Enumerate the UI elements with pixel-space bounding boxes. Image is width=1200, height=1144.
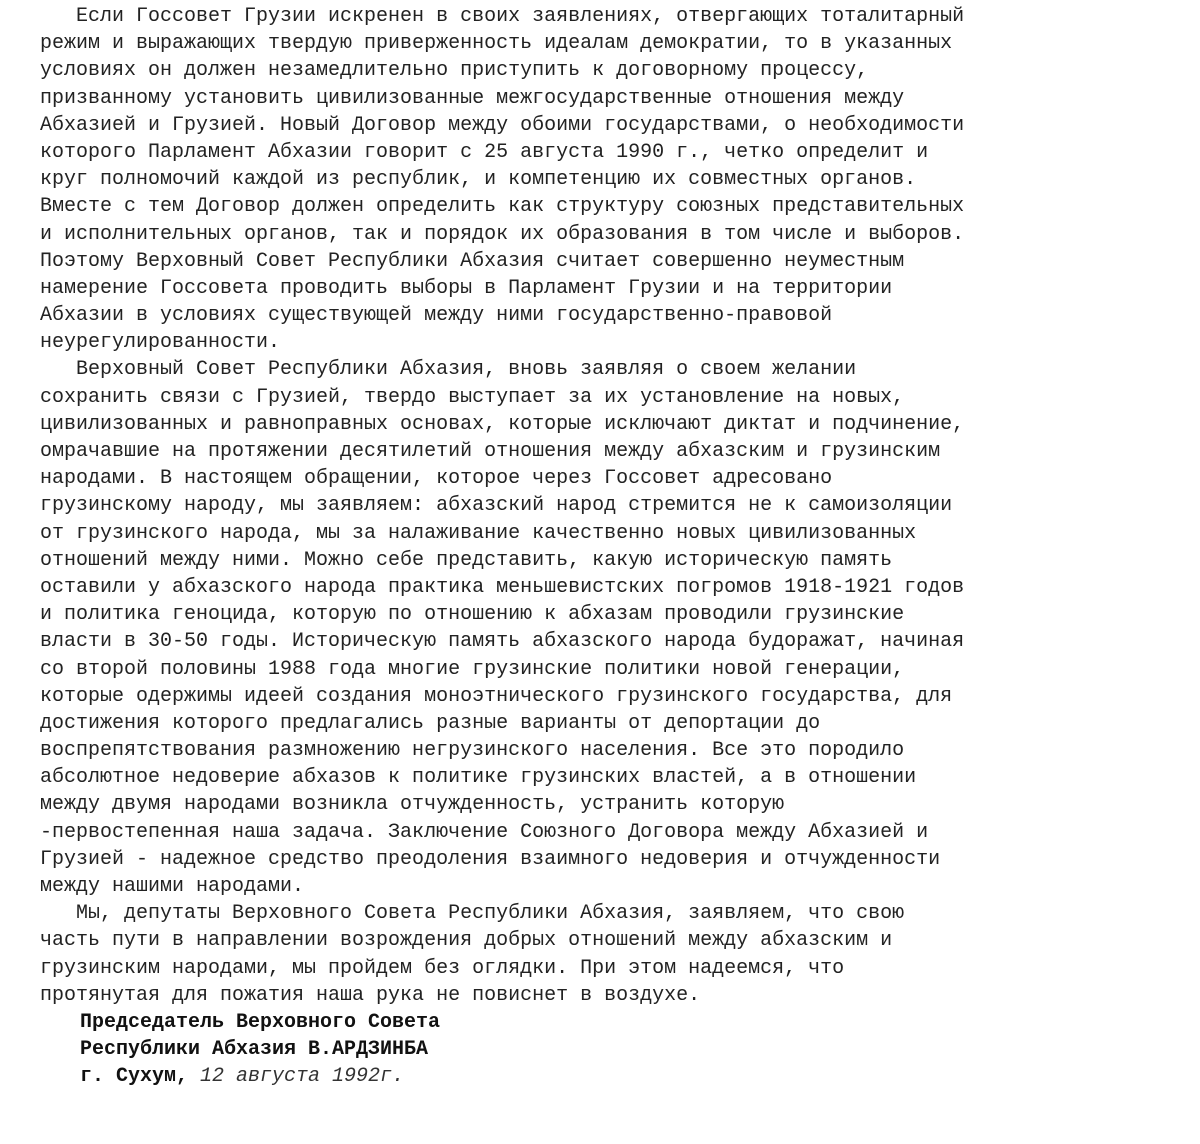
text-line: которого Парламент Абхазии говорит с 25 августа 1990 г., четко определит и <box>40 140 929 164</box>
signature-name-line: Республики Абхазия В.АРДЗИНБА <box>80 1038 429 1062</box>
text-line: Абхазии в условиях существующей между ними государственно-правовой <box>40 304 833 328</box>
text-line: Поэтому Верховный Совет Республики Абхазия считает совершенно неуместным <box>40 249 905 273</box>
text-line: протянутая для пожатия наша рука не повиснет в воздухе. <box>40 983 701 1007</box>
text-line: цивилизованных и равноправных основах, которые исключают диктат и подчинение, <box>40 412 965 436</box>
signature-block <box>80 1009 1190 1091</box>
signature-place-date <box>80 1063 1190 1090</box>
text-line: призванному установить цивилизованные межгосударственные отношения между <box>40 86 905 110</box>
text-line: народами. В настоящем обращении, которое через Госсовет адресовано <box>40 467 833 491</box>
text-line: воспрепятствования размножению негрузинского населения. Все это породило <box>40 739 905 763</box>
text-line: достижения которого предлагались разные варианты от депортации до <box>40 711 821 735</box>
text-line: грузинскому народу, мы заявляем: абхазский народ стремится не к самоизоляции <box>40 494 953 518</box>
signature-title-line: Председатель Верховного Совета <box>80 1010 441 1034</box>
text-line: намерение Госсовета проводить выборы в Парламент Грузии и на территории <box>40 276 893 300</box>
text-line: между двумя народами возникла отчужденность, устранить которую <box>40 793 785 817</box>
text-line: часть пути в направлении возрождения добрых отношений между абхазским и <box>40 929 893 953</box>
text-line: неурегулированности. <box>40 331 281 355</box>
text-line: Вместе с тем Договор должен определить как структуру союзных представительных <box>40 195 965 219</box>
text-line: от грузинского народа, мы за налаживание качественно новых цивилизованных <box>40 521 917 545</box>
text-line: режим и выражающих твердую приверженность идеалам демократии, то в указанных <box>40 32 953 56</box>
paragraph <box>40 356 1190 900</box>
document-body <box>40 3 1190 1091</box>
text-line: и политика геноцида, которую по отношению к абхазам проводили грузинские <box>40 603 905 627</box>
paragraph <box>40 3 1190 356</box>
text-line: со второй половины 1988 года многие грузинские политики новой генерации, <box>40 657 905 681</box>
text-line: условиях он должен незамедлительно приступить к договорному процессу, <box>40 59 869 83</box>
text-line: оставили у абхазского народа практика меньшевистских погромов 1918-1921 годов <box>40 575 965 599</box>
signature-place: г. Сухум, <box>80 1065 189 1089</box>
text-line: которые одержимы идеей создания моноэтнического грузинского государства, для <box>40 684 953 708</box>
text-line: абсолютное недоверие абхазов к политике грузинских властей, а в отношении <box>40 766 917 790</box>
text-line: сохранить связи с Грузией, твердо выступает за их установление на новых, <box>40 385 905 409</box>
text-line: Верховный Совет Республики Абхазия, вновь заявляя о своем желании <box>40 358 857 382</box>
text-line: и исполнительных органов, так и порядок их образования в том числе и выборов. <box>40 222 965 246</box>
text-line: омрачавшие на протяжении десятилетий отношения между абхазским и грузинским <box>40 440 941 463</box>
text-line: Если Госсовет Грузии искренен в своих заявлениях, отвергающих тоталитарный <box>40 5 965 28</box>
text-line: круг полномочий каждой из республик, и компетенцию их совместных органов. <box>40 168 917 192</box>
text-line: между нашими народами. <box>40 875 305 898</box>
text-line: отношений между ними. Можно себе представить, какую историческую память <box>40 548 893 572</box>
signature-date: 12 августа 1992г. <box>188 1065 405 1089</box>
text-line: власти в 30-50 годы. Историческую память абхазского народа будоражат, начиная <box>40 630 965 654</box>
text-line: -первостепенная наша задача. Заключение Союзного Договора между Абхазией и <box>40 820 929 844</box>
text-line: Абхазией и Грузией. Новый Договор между обоими государствами, о необходимости <box>40 113 965 137</box>
document-text <box>40 3 1190 1009</box>
paragraph <box>40 900 1190 1009</box>
text-line: грузинским народами, мы пройдем без оглядки. При этом надеемся, что <box>40 956 845 980</box>
text-line: Грузией - надежное средство преодоления взаимного недоверия и отчужденности <box>40 847 941 871</box>
text-line: Мы, депутаты Верховного Совета Республики Абхазия, заявляем, что свою <box>40 902 905 926</box>
